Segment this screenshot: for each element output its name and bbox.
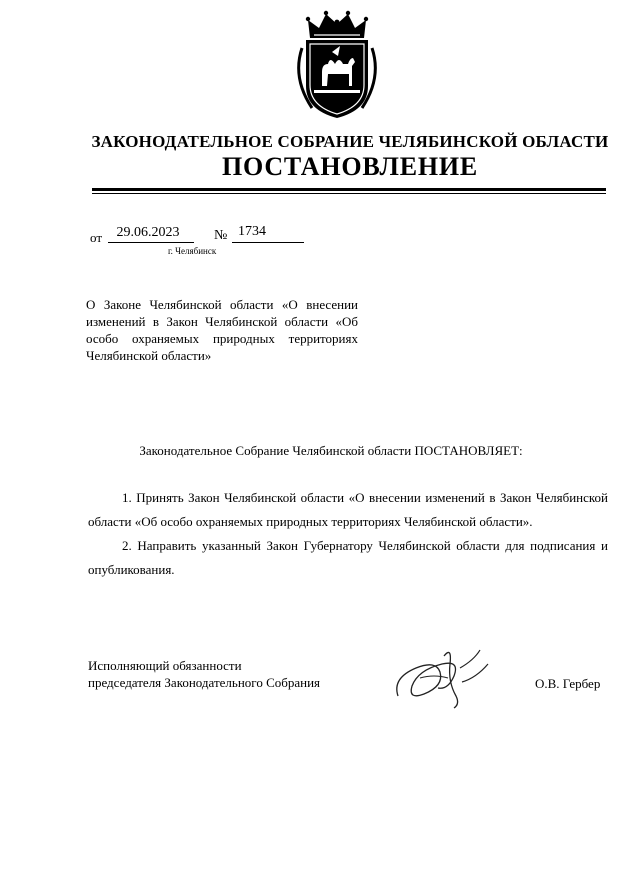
resolution-item: 2. Направить указанный Закон Губернатору Челябинской области для подписания и опубликования.: [88, 538, 608, 577]
city-label: г. Челябинск: [168, 246, 217, 256]
organization-title: ЗАКОНОДАТЕЛЬНОЕ СОБРАНИЕ ЧЕЛЯБИНСКОЙ ОБЛАСТИ: [91, 132, 609, 151]
header-rule-thin: [92, 193, 606, 194]
coat-of-arms-icon: [292, 8, 382, 120]
signatory-position-line: председателя Законодательного Собрания: [88, 675, 321, 690]
preamble-text: Законодательное Собрание Челябинской области ПОСТАНОВЛЯЕТ:: [139, 443, 523, 458]
document-type-title: ПОСТАНОВЛЕНИЕ: [221, 152, 479, 181]
document-date: 29.06.2023: [116, 225, 180, 240]
date-prefix: от: [90, 230, 103, 245]
signatory-name: О.В. Гербер: [535, 676, 601, 691]
resolution-item: 1. Принять Закон Челябинской области «О внесении изменений в Закон Челябинской области «Об особо охраняемых природных территориях Челябинской области».: [88, 490, 608, 529]
document-subject: О Законе Челябинской области «О внесении изменений в Закон Челябинской области «Об особо охраняемых природных территориях Челябинской области»: [86, 297, 358, 363]
handwritten-signature: [390, 638, 498, 710]
date-underline: [108, 242, 194, 243]
header-rule-thick: [92, 188, 606, 191]
document-number: 1734: [238, 224, 266, 239]
signatory-position-line: Исполняющий обязанности: [88, 658, 242, 673]
signatory-position: [88, 657, 320, 691]
resolution-items: [88, 486, 608, 582]
number-underline: [232, 242, 304, 243]
number-prefix: №: [214, 228, 228, 243]
